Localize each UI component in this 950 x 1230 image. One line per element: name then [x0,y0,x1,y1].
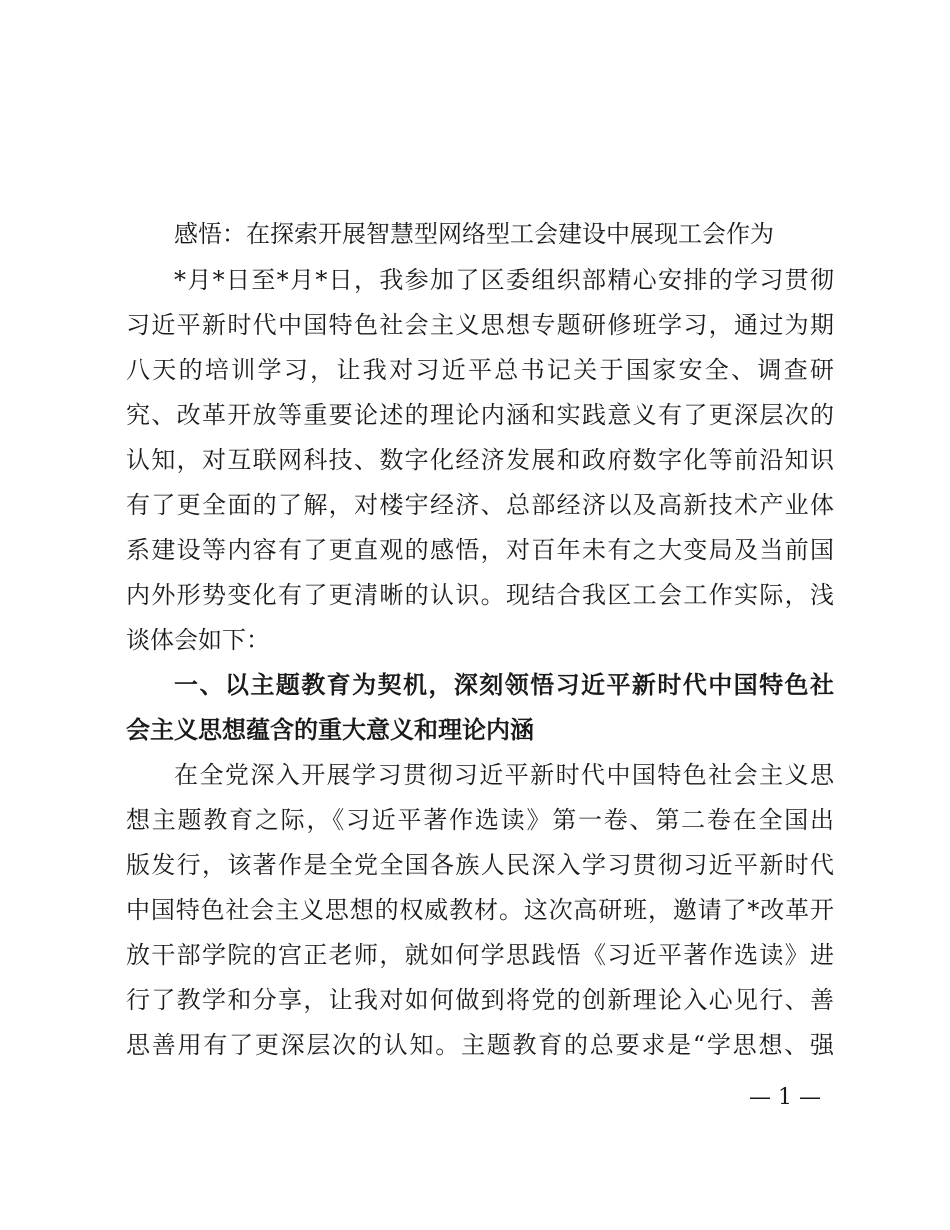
intro-line: 系建设等内容有了更直观的感悟，对百年未有之大变局及当前国 [126,536,834,564]
page-number: — 1 — [749,1085,821,1110]
body-line: 行了教学和分享，让我对如何做到将党的创新理论入心见行、善 [126,986,834,1014]
body-line: 版发行，该著作是全党全国各族人民深入学习贯彻习近平新时代 [126,851,834,879]
document-title: 感悟：在探索开展智慧型网络型工会建设中展现工会作为 [174,220,774,248]
intro-line: 有了更全面的了解，对楼宇经济、总部经济以及高新技术产业体 [126,491,834,519]
section-heading: 会主义思想蕴含的重大意义和理论内涵 [126,716,534,744]
intro-line: 究、改革开放等重要论述的理论内涵和实践意义有了更深层次的 [126,401,834,429]
intro-line: *月*日至*月*日，我参加了区委组织部精心安排的学习贯彻 [174,266,834,294]
intro-line: 认知，对互联网科技、数字化经济发展和政府数字化等前沿知识 [126,446,834,474]
body-line: 中国特色社会主义思想的权威教材。这次高研班，邀请了*改革开 [126,896,834,924]
intro-line: 内外形势变化有了更清晰的认识。现结合我区工会工作实际，浅 [126,581,834,609]
body-line: 思善用有了更深层次的认知。主题教育的总要求是“学思想、强 [126,1031,834,1059]
section-heading: 一、以主题教育为契机，深刻领悟习近平新时代中国特色社 [174,671,834,699]
intro-line: 谈体会如下： [126,626,270,654]
intro-line: 习近平新时代中国特色社会主义思想专题研修班学习，通过为期 [126,311,834,339]
intro-line: 八天的培训学习，让我对习近平总书记关于国家安全、调查研 [126,356,834,384]
body-line: 放干部学院的宫正老师，就如何学思践悟《习近平著作选读》进 [126,941,834,969]
body-line: 想主题教育之际，《习近平著作选读》第一卷、第二卷在全国出 [126,806,834,834]
body-line: 在全党深入开展学习贯彻习近平新时代中国特色社会主义思 [174,761,834,789]
